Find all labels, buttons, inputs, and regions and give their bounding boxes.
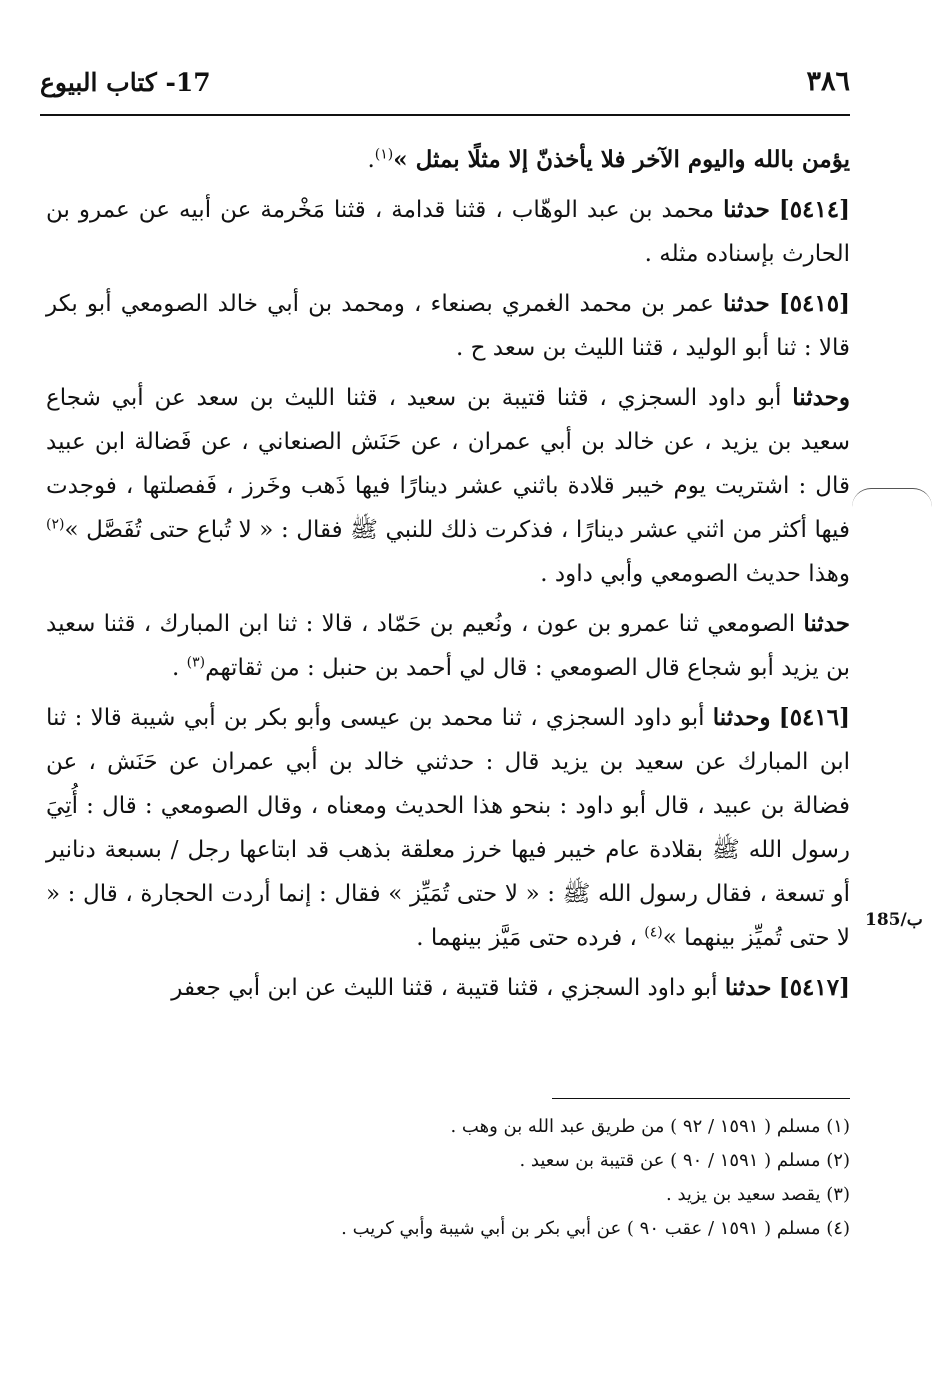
- paragraph-tail: ، فرده حتى مَيَّز بينهما .: [416, 925, 645, 951]
- footnote-ref: (٢): [46, 516, 65, 533]
- footnotes: [46, 1110, 850, 1246]
- paragraph-text: يؤمن بالله واليوم الآخر فلا يأخذنّ إلا مثلًا بمثل »: [393, 146, 850, 173]
- hadith-number: [٥٤١٧]: [778, 974, 850, 1001]
- paragraph-lead: وحدثنا: [792, 384, 850, 411]
- page-header: [40, 62, 850, 116]
- footnote-4: (٤) مسلم ( ١٥٩١ / عقب ٩٠ ) عن أبي بكر بن أبي شيبة وأبي كريب .: [341, 1218, 850, 1239]
- paragraph-lead: حدثنا: [803, 610, 850, 637]
- paragraph-text: محمد بن عبد الوهّاب ، قثنا قدامة ، قثنا مَخْرمة عن أبيه عن عمرو بن الحارث بإسناده مثله .: [46, 197, 850, 267]
- paragraph-1: [46, 188, 850, 276]
- paragraph-3: [46, 376, 850, 596]
- footnote-1: (١) مسلم ( ١٥٩١ / ٩٢ ) من طريق عبد الله بن وهب .: [450, 1116, 850, 1137]
- paragraph-lead: حدثنا: [723, 290, 770, 317]
- paragraph-text: أبو داود السجزي ، قثنا قتيبة ، قثنا الليث عن ابن أبي جعفر: [171, 975, 718, 1001]
- page-number: ٣٨٦: [806, 66, 850, 97]
- footnote-divider: [552, 1098, 850, 1099]
- paragraph-text: الصومعي ثنا عمرو بن عون ، ونُعيم بن حَمّاد ، قالا : ثنا ابن المبارك ، قثنا سعيد بن يزيد أبو شجاع قال الصومعي : قال لي أحمد بن حنبل : من ثقاتهم: [46, 611, 850, 681]
- paragraph-lead: حدثنا: [724, 974, 772, 1001]
- hadith-number: [٥٤١٦]: [778, 704, 850, 731]
- paragraph-5: [46, 696, 850, 960]
- footnote-2: (٢) مسلم ( ١٥٩١ / ٩٠ ) عن قتيبة بن سعيد .: [519, 1150, 850, 1171]
- margin-mark-line: [852, 488, 932, 507]
- paragraph-tail: .: [367, 147, 375, 173]
- paragraph-2: [46, 282, 850, 370]
- hadith-number: [٥٤١٤]: [778, 196, 851, 223]
- paragraph-4: [46, 602, 850, 690]
- paragraph-0: [46, 138, 850, 182]
- chapter-title: 17- كتاب البيوع: [40, 68, 211, 97]
- paragraph-text: أبو داود السجزي ، ثنا محمد بن عيسى وأبو بكر بن أبي شيبة قالا : ثنا ابن المبارك عن سعيد بن يزيد قال : حدثني خالد بن أبي عمران عن حَنَش ، عن فضالة بن عبيد ، قال أبو داود : بنحو هذا الحديث ومعناه ، وقال الصومعي : قال : أُتِيَ رسول الله ﷺ بقلادة عام خيبر فيها خرز معلقة بذهب قد ابتاعها رجل / بسبعة دنانير أو تسعة ، فقال رسول الله ﷺ : « لا حتى تُمَيِّز » فقال : إنما أردت الحجارة ، قال : « لا حتى تُميِّز بينهما »: [46, 705, 850, 951]
- paragraph-tail: .: [172, 655, 187, 681]
- hadith-number: [٥٤١٥]: [778, 290, 851, 317]
- paragraph-6: [46, 966, 850, 1010]
- footnote-ref: (١): [374, 146, 394, 163]
- footnote-ref: (٣): [186, 654, 206, 671]
- paragraph-lead: وحدثنا: [712, 704, 771, 731]
- footnote-3: (٣) يقصد سعيد بن يزيد .: [666, 1184, 850, 1205]
- margin-folio-note: 185/ب: [865, 910, 923, 930]
- paragraph-tail: وهذا حديث الصومعي وأبي داود .: [540, 561, 850, 587]
- paragraph-lead: حدثنا: [723, 196, 770, 223]
- footnote-ref: (٤): [644, 924, 663, 941]
- paragraph-text: أبو داود السجزي ، قثنا قتيبة بن سعيد ، قثنا الليث بن سعد عن أبي شجاع سعيد بن يزيد ، عن خالد بن أبي عمران ، عن حَنَش الصنعاني ، عن فَضالة ابن عبيد قال : اشتريت يوم خيبر قلادة باثني عشر دينارًا فيها ذَهب وخَرز ، فَفصلتها ، فوجدت فيها أكثر من اثني عشر دينارًا ، فذكرت ذلك للنبي ﷺ فقال : « لا تُباع حتى تُفَصَّل »: [46, 385, 850, 543]
- main-text: [46, 138, 850, 1010]
- paragraph-text: عمر بن محمد الغمري بصنعاء ، ومحمد بن أبي خالد الصومعي أبو بكر قالا : ثنا أبو الوليد ، قثنا الليث بن سعد ح .: [46, 291, 850, 361]
